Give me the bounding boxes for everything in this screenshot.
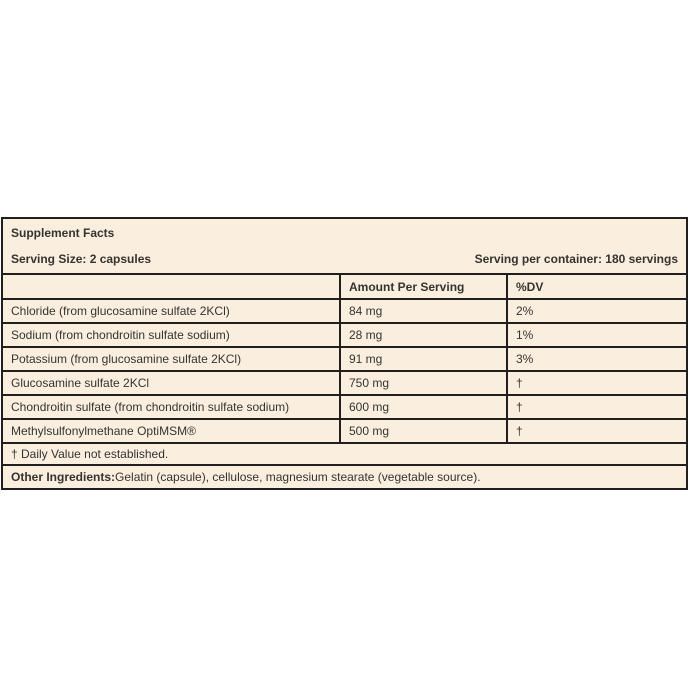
nutrient-dv: †	[506, 420, 686, 442]
nutrient-name: Sodium (from chondroitin sulfate sodium)	[11, 328, 230, 342]
panel-header	[3, 219, 686, 275]
table-row	[3, 348, 686, 372]
nutrient-amount: 600 mg	[339, 396, 506, 418]
table-header-row	[3, 275, 686, 300]
other-ingredients-label: Other Ingredients:	[11, 470, 116, 484]
other-ingredients-text: Gelatin (capsule), cellulose, magnesium stearate (vegetable source).	[115, 470, 481, 484]
nutrient-name: Methylsulfonylmethane OptiMSM®	[11, 424, 196, 438]
servings-per-container: Serving per container: 180 servings	[474, 252, 678, 266]
other-ingredients-row	[3, 466, 686, 488]
nutrient-dv: †	[506, 372, 686, 394]
header-nutrient	[3, 275, 339, 298]
table-row	[3, 324, 686, 348]
nutrient-name: Chloride (from glucosamine sulfate 2KCl)	[11, 304, 230, 318]
footnote-row	[3, 444, 686, 466]
table-row	[3, 372, 686, 396]
serving-info-line	[11, 252, 678, 266]
nutrient-amount: 84 mg	[339, 300, 506, 322]
nutrient-dv: †	[506, 396, 686, 418]
table-row	[3, 396, 686, 420]
nutrient-amount: 750 mg	[339, 372, 506, 394]
nutrient-dv: 2%	[506, 300, 686, 322]
nutrient-amount: 28 mg	[339, 324, 506, 346]
footnote-text: † Daily Value not established.	[11, 447, 169, 461]
nutrient-name: Potassium (from glucosamine sulfate 2KCl)	[11, 352, 242, 366]
header-amount-per-serving: Amount Per Serving	[339, 275, 506, 298]
table-row	[3, 420, 686, 444]
nutrient-dv: 3%	[506, 348, 686, 370]
nutrient-name: Chondroitin sulfate (from chondroitin sulfate sodium)	[11, 400, 290, 414]
nutrient-amount: 91 mg	[339, 348, 506, 370]
supplement-facts-panel	[1, 217, 688, 490]
nutrient-name: Glucosamine sulfate 2KCl	[11, 376, 150, 390]
header-percent-dv: %DV	[506, 275, 686, 298]
nutrient-amount: 500 mg	[339, 420, 506, 442]
nutrient-dv: 1%	[506, 324, 686, 346]
serving-size: Serving Size: 2 capsules	[11, 252, 152, 266]
panel-title: Supplement Facts	[11, 226, 115, 240]
table-row	[3, 300, 686, 324]
